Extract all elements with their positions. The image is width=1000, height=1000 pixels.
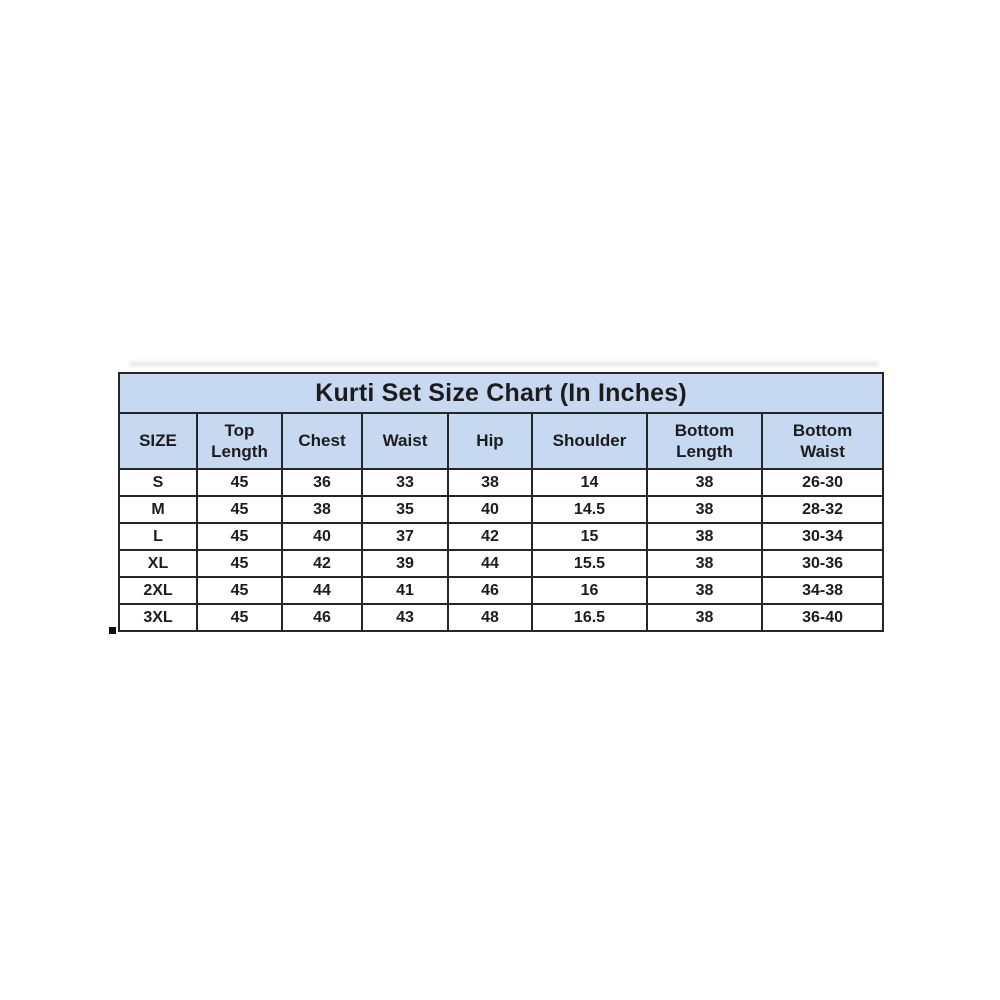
table-cell: 48 (448, 604, 532, 631)
scan-artifact-line (130, 362, 878, 366)
table-row-2xl (119, 577, 883, 604)
column-header-bottom-waist: Bottom Waist (762, 413, 883, 469)
table-row-l (119, 523, 883, 550)
table-cell: 38 (647, 469, 762, 496)
table-cell: 37 (362, 523, 448, 550)
table-cell: 3XL (119, 604, 197, 631)
table-title: Kurti Set Size Chart (In Inches) (119, 373, 883, 413)
table-cell: 38 (647, 604, 762, 631)
table-cell: 45 (197, 604, 282, 631)
table-cell: 2XL (119, 577, 197, 604)
table-cell: 30-34 (762, 523, 883, 550)
table-cell: 26-30 (762, 469, 883, 496)
table-cell: 15 (532, 523, 647, 550)
table-cell: 44 (448, 550, 532, 577)
table-cell: 39 (362, 550, 448, 577)
table-cell: 45 (197, 523, 282, 550)
table-cell: 16.5 (532, 604, 647, 631)
table-cell: 14.5 (532, 496, 647, 523)
table-cell: 35 (362, 496, 448, 523)
column-header-chest: Chest (282, 413, 362, 469)
table-row-3xl (119, 604, 883, 631)
table-cell: 45 (197, 469, 282, 496)
table-cell: 16 (532, 577, 647, 604)
table-cell: 45 (197, 577, 282, 604)
table-cell: 44 (282, 577, 362, 604)
table-cell: 38 (282, 496, 362, 523)
table-cell: 38 (647, 550, 762, 577)
table-cell: 42 (282, 550, 362, 577)
table-cell: 40 (448, 496, 532, 523)
column-header-shoulder: Shoulder (532, 413, 647, 469)
table-cell: 36 (282, 469, 362, 496)
table-cell: 46 (448, 577, 532, 604)
table-cell: 38 (647, 496, 762, 523)
table-cell: 45 (197, 496, 282, 523)
table-row-s (119, 469, 883, 496)
table-cell: 28-32 (762, 496, 883, 523)
column-header-hip: Hip (448, 413, 532, 469)
table-cell: 45 (197, 550, 282, 577)
table-cell: 14 (532, 469, 647, 496)
title-row (119, 373, 883, 413)
table-cell: 40 (282, 523, 362, 550)
column-header-bottom-length: Bottom Length (647, 413, 762, 469)
table-cell: 30-36 (762, 550, 883, 577)
column-header-size: SIZE (119, 413, 197, 469)
corner-anchor-mark (109, 627, 116, 634)
table-row-xl (119, 550, 883, 577)
table-cell: M (119, 496, 197, 523)
column-header-waist: Waist (362, 413, 448, 469)
table-cell: 38 (647, 523, 762, 550)
table-cell: 38 (448, 469, 532, 496)
table-cell: 33 (362, 469, 448, 496)
table-cell: 46 (282, 604, 362, 631)
table-row-m (119, 496, 883, 523)
table-cell: 41 (362, 577, 448, 604)
table-cell: L (119, 523, 197, 550)
table-cell: 36-40 (762, 604, 883, 631)
table-cell: 38 (647, 577, 762, 604)
table-cell: 43 (362, 604, 448, 631)
table-cell: 42 (448, 523, 532, 550)
column-header-row (119, 413, 883, 469)
table-cell: S (119, 469, 197, 496)
table-cell: 15.5 (532, 550, 647, 577)
table-cell: XL (119, 550, 197, 577)
column-header-top-length: Top Length (197, 413, 282, 469)
table-cell: 34-38 (762, 577, 883, 604)
size-chart-table (118, 372, 884, 632)
